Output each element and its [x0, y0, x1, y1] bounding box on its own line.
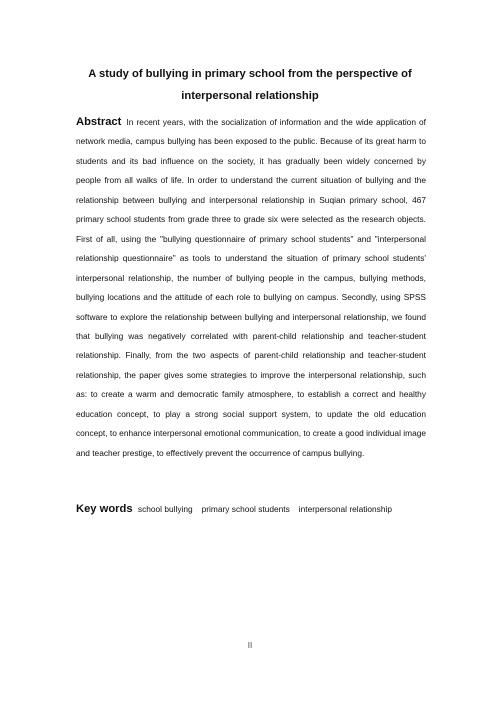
paper-title-line-1: A study of bullying in primary school from the perspective of	[88, 68, 412, 80]
keywords-section	[76, 499, 426, 519]
keywords-label: Key words	[76, 503, 133, 515]
abstract-label: Abstract	[76, 116, 122, 128]
paper-title-line-2: interpersonal relationship	[181, 90, 319, 102]
abstract-text: In recent years, with the socialization of information and the wide application of network media, campus bullying has been exposed to the public. Because of its great harm to students and its bad influence on the society, it has gradually been widely concerned by people from all walks of life. In order to understand the current situation of bullying and the relationship between bullying and interpersonal relationship in Suqian primary school, 467 primary school students from grade three to grade six were selected as the research objects. First of all, using the "bullying questionnaire of primary school students" and "interpersonal relationship questionnaire" as tools to understand the situation of primary school students' interpersonal relationship, the number of bullying people in the campus, bullying methods, bullying locations and the attitude of each role to bullying on campus. Secondly, using SPSS software to explore the relationship between bullying and interpersonal relationship, we found that bullying was negatively correlated with parent-child relationship and teacher-student relationship. Finally, from the two aspects of parent-child relationship and teacher-student relationship, the paper gives some strategies to improve the interpersonal relationship, such as: to create a warm and democratic family atmosphere, to establish a correct and healthy education concept, to play a strong social support system, to update the old education concept, to enhance interpersonal emotional communication, to create a good individual image and teacher prestige, to effectively prevent the occurrence of campus bullying.	[76, 117, 426, 458]
keyword-item: interpersonal relationship	[298, 504, 392, 514]
keyword-item: school bullying	[137, 504, 193, 514]
keyword-item: primary school students	[201, 504, 290, 514]
page-number: II	[247, 641, 253, 650]
abstract-section	[76, 113, 426, 463]
